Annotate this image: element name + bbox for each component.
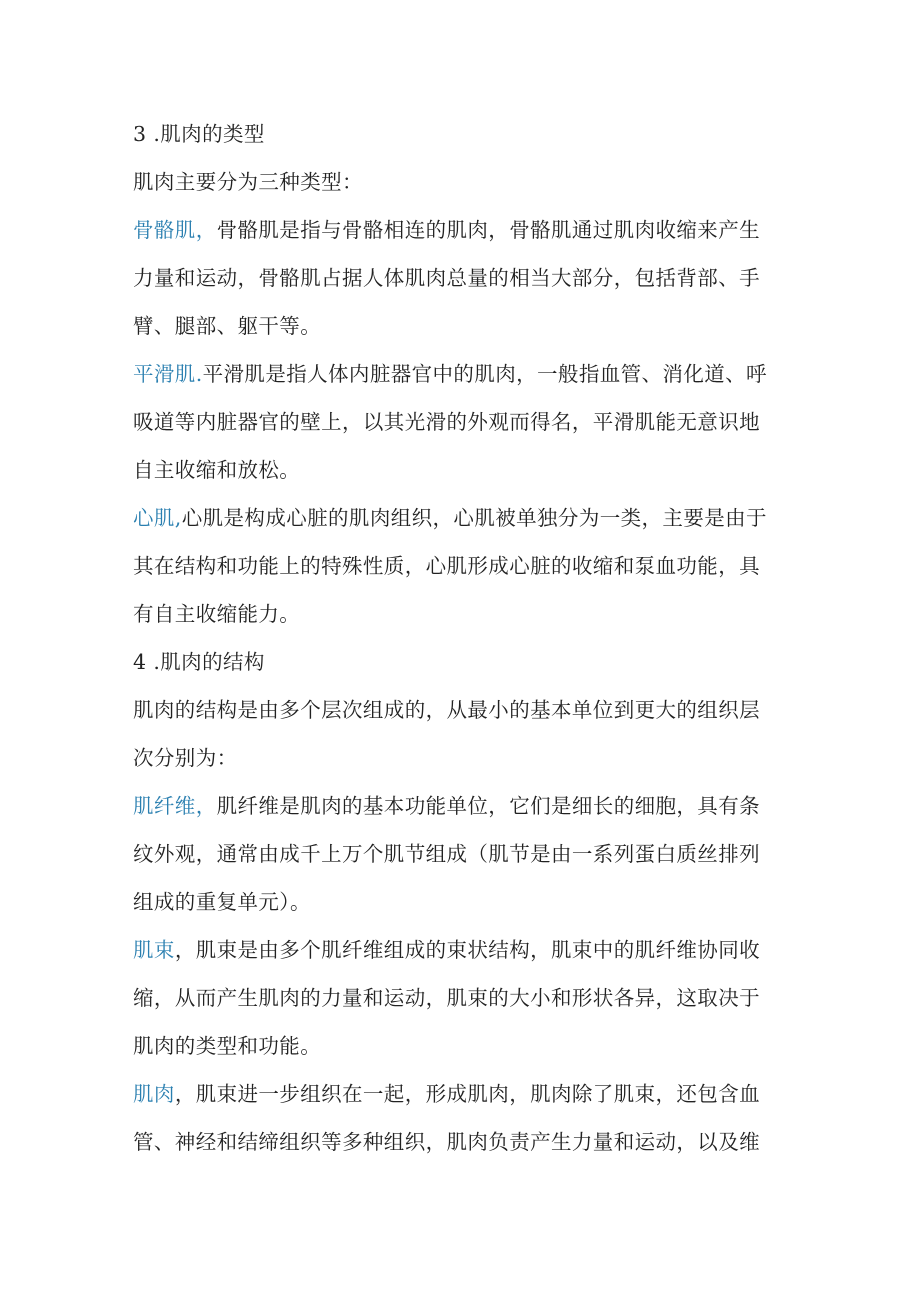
paragraph-text: 骨骼肌是指与骨骼相连的肌肉，骨骼肌通过肌肉收缩来产生 [216, 218, 761, 242]
paragraph-text: 平滑肌是指人体内脏器官中的肌肉，一般指血管、消化道、呼 [202, 362, 767, 386]
section-heading: 3 .肌肉的类型 [133, 122, 265, 146]
paragraph-text: 吸道等内脏器官的壁上，以其光滑的外观而得名，平滑肌能无意识地 [133, 410, 760, 434]
paragraph-text: 力量和运动，骨骼肌占据人体肌肉总量的相当大部分，包括背部、手 [133, 266, 760, 290]
paragraph-muscle [133, 1070, 793, 1166]
section-heading: 4 .肌肉的结构 [133, 650, 265, 674]
paragraph-muscle-fiber [133, 782, 793, 926]
paragraph-text: 管、神经和结缔组织等多种组织，肌肉负责产生力量和运动，以及维 [133, 1130, 760, 1154]
term-muscle: 肌肉 [133, 1082, 175, 1106]
document-body [133, 110, 793, 1166]
paragraph-text: 肌肉的结构是由多个层次组成的，从最小的基本单位到更大的组织层 [133, 698, 760, 722]
paragraph-text: ，肌束是由多个肌纤维组成的束状结构，肌束中的肌纤维协同收 [174, 938, 761, 962]
paragraph-text: 肌肉的类型和功能。 [133, 1034, 322, 1058]
paragraph-text: 纹外观，通常由成千上万个肌节组成（肌节是由一系列蛋白质丝排列 [133, 842, 760, 866]
paragraph-text: 次分别为： [133, 746, 238, 770]
term-skeletal-muscle: 骨骼肌， [133, 218, 217, 242]
section-intro: 肌肉主要分为三种类型： [133, 170, 363, 194]
paragraph-muscle-bundle [133, 926, 793, 1070]
paragraph-skeletal-muscle [133, 206, 793, 350]
paragraph-text: 臂、腿部、躯干等。 [133, 314, 322, 338]
term-smooth-muscle: 平滑肌. [133, 362, 203, 386]
term-muscle-fiber: 肌纤维， [133, 794, 217, 818]
term-cardiac-muscle: 心肌, [133, 506, 182, 530]
paragraph-text: 组成的重复单元）。 [133, 890, 311, 914]
paragraph-cardiac-muscle [133, 494, 793, 638]
paragraph-text: 缩，从而产生肌肉的力量和运动，肌束的大小和形状各异，这取决于 [133, 986, 760, 1010]
term-muscle-bundle: 肌束 [133, 938, 175, 962]
paragraph-text: 有自主收缩能力。 [133, 602, 301, 626]
section-intro [133, 686, 793, 782]
paragraph-smooth-muscle [133, 350, 793, 494]
paragraph-text: 自主收缩和放松。 [133, 458, 301, 482]
paragraph-text: 其在结构和功能上的特殊性质，心肌形成心脏的收缩和泵血功能，具 [133, 554, 760, 578]
paragraph-text: 肌纤维是肌肉的基本功能单位，它们是细长的细胞，具有条 [216, 794, 761, 818]
paragraph-text: ，肌束进一步组织在一起，形成肌肉，肌肉除了肌束，还包含血 [174, 1082, 761, 1106]
paragraph-text: 心肌是构成心脏的肌肉组织，心肌被单独分为一类，主要是由于 [181, 506, 767, 530]
